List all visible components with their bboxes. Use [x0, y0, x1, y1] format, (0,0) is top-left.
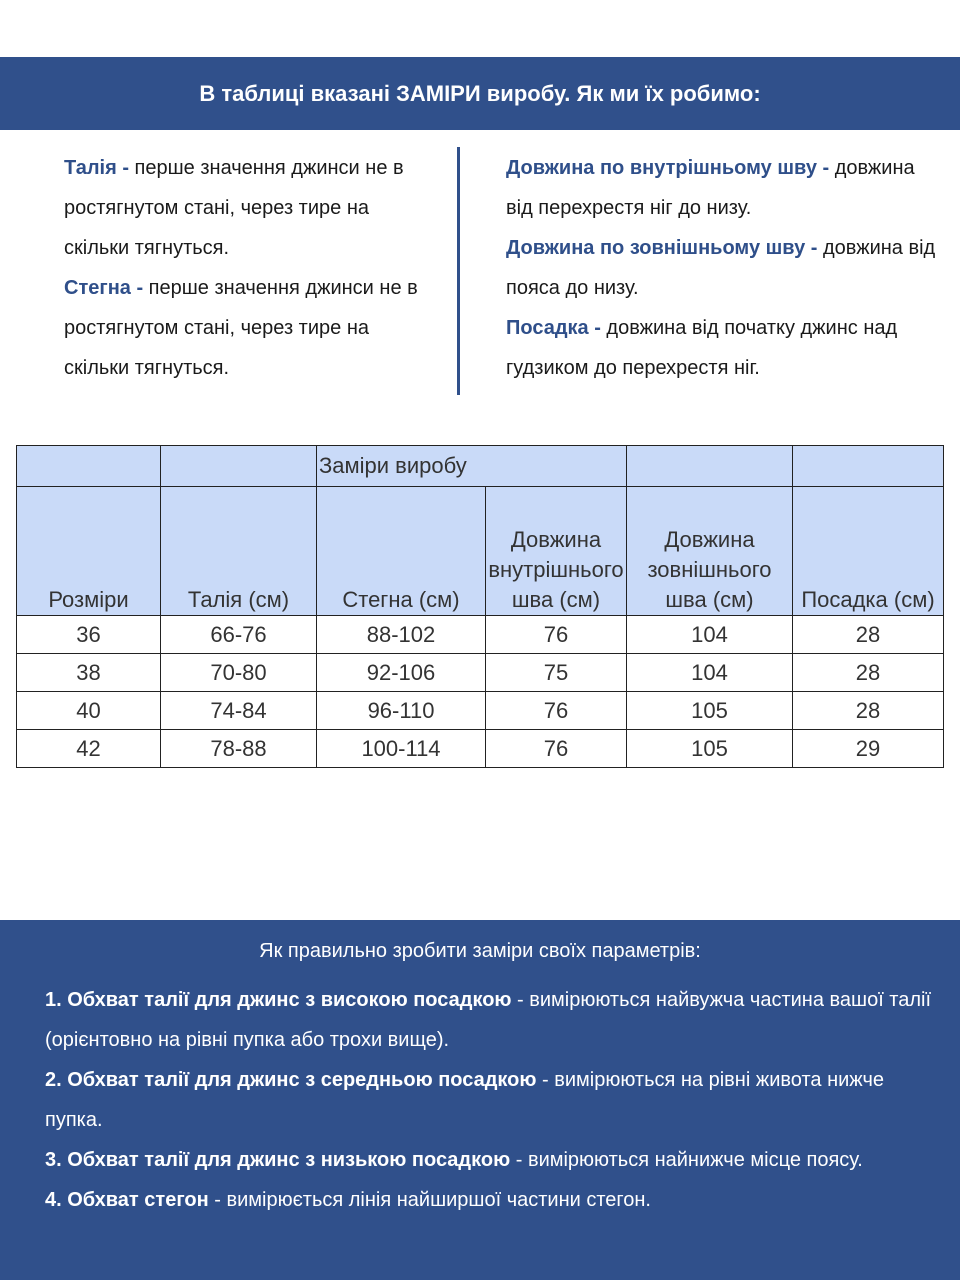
instruction-bold: 1. Обхват талії для джинс з високою посадкою [45, 989, 512, 1011]
table-row [17, 616, 944, 654]
definition-term: Талія - [64, 157, 129, 179]
cell-size: 36 [17, 616, 161, 654]
cell-outseam: 105 [627, 730, 793, 768]
instruction-text: - вимірюється лінія найширшої частини стегон. [208, 1189, 651, 1211]
cell-inseam: 76 [486, 692, 627, 730]
definition-term: Стегна - [64, 277, 144, 299]
cell-waist: 74-84 [161, 692, 317, 730]
header-rise: Посадка (см) [793, 487, 944, 616]
instruction-item [45, 1180, 935, 1220]
definition-text: перше значення джинси не в ростягнутом стані, через тире на скільки тягнуться. [64, 157, 404, 259]
instruction-item [45, 1140, 935, 1180]
instruction-item [45, 1060, 935, 1140]
definition-inseam [506, 148, 936, 228]
cell-rise: 28 [793, 692, 944, 730]
definition-term: Посадка - [506, 317, 601, 339]
table-header-row [17, 487, 944, 616]
cell-rise: 28 [793, 654, 944, 692]
definitions-left [64, 148, 436, 388]
table-caption-empty [793, 446, 944, 487]
cell-inseam: 76 [486, 730, 627, 768]
definition-text: перше значення джинси не в ростягнутом стані, через тире на скільки тягнуться. [64, 277, 418, 379]
cell-hips: 92-106 [317, 654, 486, 692]
table-caption-empty [17, 446, 161, 487]
cell-outseam: 104 [627, 616, 793, 654]
cell-size: 38 [17, 654, 161, 692]
header-hips: Стегна (см) [317, 487, 486, 616]
banner-title: В таблиці вказані ЗАМІРИ виробу. Як ми їх робимо: [199, 80, 761, 106]
definition-hips [64, 268, 436, 388]
instruction-bold: 4. Обхват стегон [45, 1189, 209, 1211]
instructions-list [45, 980, 935, 1220]
table-caption-empty [627, 446, 793, 487]
cell-outseam: 104 [627, 654, 793, 692]
header-waist: Талія (см) [161, 487, 317, 616]
definition-text: довжина від пояса до низу. [506, 237, 936, 299]
instruction-text: - вимірюються найнижче місце поясу. [510, 1149, 863, 1171]
cell-waist: 78-88 [161, 730, 317, 768]
size-table [16, 445, 944, 768]
instructions-title: Як правильно зробити заміри своїх параметрів: [259, 940, 701, 962]
header-inseam: Довжина внутрішнього шва (см) [486, 487, 627, 616]
cell-inseam: 76 [486, 616, 627, 654]
instruction-text: - вимірюються на рівні живота нижче пупка. [45, 1069, 885, 1131]
definition-rise [506, 308, 936, 388]
instructions-panel [0, 920, 960, 1280]
table-caption-row [17, 446, 944, 487]
cell-waist: 66-76 [161, 616, 317, 654]
top-banner [0, 57, 960, 130]
cell-size: 42 [17, 730, 161, 768]
column-divider [457, 147, 460, 395]
cell-rise: 28 [793, 616, 944, 654]
cell-hips: 88-102 [317, 616, 486, 654]
definition-outseam [506, 228, 936, 308]
definition-text: довжина від початку джинс над гудзиком до перехрестя ніг. [506, 317, 898, 379]
cell-hips: 100-114 [317, 730, 486, 768]
cell-size: 40 [17, 692, 161, 730]
definition-term: Довжина по внутрішньому шву - [506, 157, 830, 179]
definitions-right [506, 148, 936, 388]
definition-text: довжина від перехрестя ніг до низу. [506, 157, 915, 219]
table-caption-empty [161, 446, 317, 487]
table-row [17, 730, 944, 768]
definition-term: Довжина по зовнішньому шву - [506, 237, 818, 259]
definition-waist [64, 148, 436, 268]
table-row [17, 654, 944, 692]
header-outseam: Довжина зовнішнього шва (см) [627, 487, 793, 616]
table-caption: Заміри виробу [317, 446, 627, 487]
cell-waist: 70-80 [161, 654, 317, 692]
instruction-bold: 3. Обхват талії для джинс з низькою посадкою [45, 1149, 511, 1171]
cell-hips: 96-110 [317, 692, 486, 730]
header-size: Розміри [17, 487, 161, 616]
instruction-bold: 2. Обхват талії для джинс з середньою посадкою [45, 1069, 537, 1091]
table-row [17, 692, 944, 730]
instruction-item [45, 980, 935, 1060]
cell-inseam: 75 [486, 654, 627, 692]
cell-rise: 29 [793, 730, 944, 768]
instruction-text: - вимірюються найвужча частина вашої талії (орієнтовно на рівні пупка або трохи вище). [45, 989, 932, 1051]
cell-outseam: 105 [627, 692, 793, 730]
